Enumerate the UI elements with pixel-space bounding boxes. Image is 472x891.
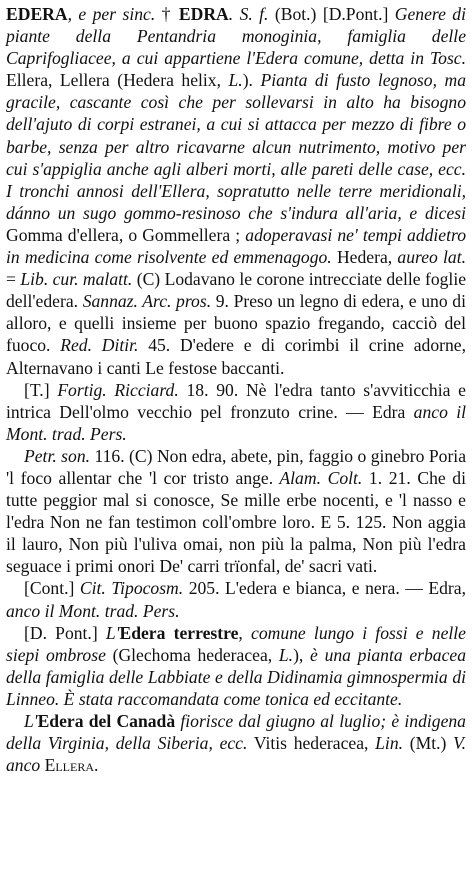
citation: Cit. Tipocosm.	[79, 578, 184, 599]
article: L'	[24, 711, 38, 731]
headword: EDERA	[6, 4, 68, 24]
subentry-text-2: è una pianta erbacea della famiglia delle Labbiate e della Didinamia gimnospermia di Linneo. È stata raccomandata come tonica ed eccitante.	[6, 644, 467, 709]
source-tag: [T.]	[24, 379, 58, 400]
citation-3: Red. Ditir.	[50, 335, 139, 356]
dagger-mark: †	[161, 4, 173, 24]
subentry-author: L.	[278, 644, 294, 665]
entry-paragraph-2	[6, 379, 466, 445]
subentry-latin: (Glechoma hederacea,	[105, 644, 279, 665]
definition-1-term: Edera comune	[255, 48, 359, 69]
definition-1: Genere di piante della Pentandria monoginia, famiglia delle Caprifogliacee, a cui appartiene l'	[6, 4, 466, 69]
citation-3-text: 45. D'edere e di corimbi il crine adorne, Alternavano i canti Le festose baccanti.	[6, 335, 466, 378]
citation-text: 18. 90. Nè l'edra tanto s'avviticchia e intrica Dell'olmo vecchio pel fronzuto crine. — Edra	[6, 379, 466, 422]
definition-1-b: , detta in Tosc.	[358, 48, 467, 69]
latin-word: Hedera,	[331, 247, 398, 268]
end-period: .	[94, 755, 99, 776]
variant-headword: EDRA	[178, 4, 229, 24]
equals-sign: =	[6, 269, 21, 290]
see-also: V. anco	[6, 733, 467, 776]
source-tag: [Cont.]	[24, 578, 80, 599]
subentry-latin-end: ),	[293, 644, 304, 665]
subentry-latin: Vitis hederacea,	[247, 733, 376, 754]
citation-2: Sannaz. Arc. pros.	[78, 291, 212, 312]
definition-1-author: L.	[228, 70, 243, 91]
domain-tag: (Bot.)	[268, 4, 323, 24]
entry-paragraph-3	[6, 445, 466, 578]
citation-text-2: Non edra, abete, pin, faggio o ginebro Poria 'l foco allentar che 'l cor tristo ange.	[6, 445, 467, 488]
citation: Petr. son.	[24, 445, 91, 466]
entry-paragraph-6	[6, 710, 466, 776]
definition-1-names: Ellera, Lellera (Hedera helix,	[6, 70, 229, 91]
source-tag: [D.Pont.]	[322, 4, 389, 24]
citation-mark: (Mt.)	[403, 733, 454, 754]
variant-intro: , e per sinc.	[67, 4, 162, 24]
grammar-label: . S. f.	[228, 4, 269, 24]
definition-1-end: ).	[242, 70, 253, 91]
entry-paragraph-4	[6, 577, 466, 621]
definition-2-end: adoperavasi ne' tempi addietro in medicina come risolvente ed emmenagogo.	[6, 224, 466, 268]
citation-note: anco il Mont. trad. Pers.	[6, 600, 180, 621]
citation-2-text: 9. Preso un legno di edera, e uno di alloro, e quelli insieme per buono spazio fregando, cacciò del fuoco.	[6, 291, 466, 356]
citation-text-3: 1. 21. Che di tutte peggior mal si conosce, Se mille erbe nocenti, e 'l nasso e l'edra Non ne fan testimon coll'ombre loro. E 5. 125. Non aggia il lauro, Non più l'uliva omai, non più la palma, Non più l'edra seguace i primi onori De' carri trïonfal, de' sacri vati.	[6, 467, 466, 577]
subentry-term: Edera terrestre	[119, 622, 239, 643]
subentry-text: , comune lungo i fossi e nelle siepi ombrose	[6, 622, 466, 665]
citation-text: 116.	[90, 445, 130, 466]
citation-1-mark: (C)	[132, 269, 165, 290]
subentry-term: Edera del Canadà	[37, 711, 176, 731]
citation-note: anco il Mont. trad. Pers.	[6, 401, 467, 444]
article: L'	[105, 622, 120, 643]
source-tag: [D. Pont.]	[24, 622, 106, 643]
citation-mark: (C)	[129, 445, 157, 466]
definition-2-term: Gomma d'ellera, o Gommellera ;	[6, 224, 246, 245]
citation: Lin.	[375, 733, 404, 754]
citation-2: Alam. Colt.	[273, 467, 363, 488]
definition-2: Pianta di fusto legnoso, ma gracile, cascante così che per sollevarsi in alto ha bisogno dell'ajuto di corpi estranei, a cui si attacca per mezzo di fibre o barbe, senza per altro ricavarne alcun nutrimento, motivo per cui s'appiglia anche agli alberi morti, alle pareti delle case, ecc. I tronchi annosi dell'Ellera, sopratutto nelle terre meridionali, dánno un sugo gommo-resinoso che s'indura all'aria, e dicesi	[6, 70, 466, 223]
citation: Fortig. Ricciard.	[57, 379, 179, 400]
entry-paragraph-5	[6, 622, 466, 710]
see-also-term: Ellera	[44, 755, 95, 776]
citation-1: Lib. cur. malatt.	[20, 269, 133, 290]
citation-1-text: Lodavano le corone intrecciate delle foglie dell'edera.	[6, 269, 467, 312]
subentry-text: fiorisce dal giugno al luglio; è indigena della Virginia, della Siberia, ecc.	[6, 711, 466, 754]
entry-paragraph-main	[6, 3, 466, 379]
citation-text: 205. L'edera e bianca, e nera. — Edra,	[183, 578, 466, 599]
latin-label: aureo lat.	[397, 247, 467, 268]
